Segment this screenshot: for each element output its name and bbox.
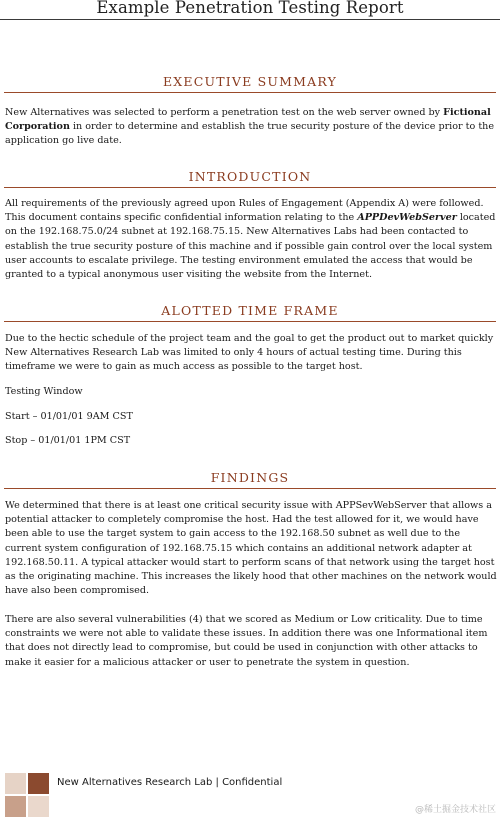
heading-introduction: INTRODUCTION [188, 169, 312, 184]
heading-divider [4, 321, 496, 322]
heading-executive-summary: EXECUTIVE SUMMARY [162, 74, 338, 89]
text-run: All requirements of the previously agreed upon Rules of Engagement (Appendix A) were followed. This document contains specific confidential information relating to the [5, 198, 484, 224]
footer-text: New Alternatives Research Lab | Confidential [57, 777, 283, 788]
findings-paragraph-1: We determined that there is at least one critical security issue with APPSevWebServer that allows a potential attacker to completely compromise the host. Had the test allowed for it, we would have been able to use the target system to gain access to the 192.168.50 subnet as well due to the current system configuration of 192.168.75.15 which contains an additional network adapter at 192.168.50.11. A typical attacker would start to perform scans of that network using the target host as the originating machine. This increases the likely hood that other machines on the network would have also been compromised. [5, 500, 497, 597]
company-name: Fictional Corporation [5, 107, 491, 133]
testing-window-label: Testing Window [5, 386, 83, 397]
server-name: APPDevWebServer [357, 212, 457, 224]
introduction-paragraph [5, 197, 497, 282]
executive-summary-paragraph [5, 106, 497, 149]
heading-divider [4, 187, 496, 188]
footer-block [28, 796, 49, 817]
watermark: @稀土掘金技术社区 [414, 805, 496, 815]
testing-window-stop: Stop – 01/01/01 1PM CST [5, 435, 131, 446]
footer-block [5, 773, 26, 794]
text-run: in order to determine and establish the true security posture of the device prior to the application go live date. [5, 121, 495, 147]
heading-findings: FINDINGS [210, 470, 290, 485]
heading-divider [4, 488, 496, 489]
testing-window-start: Start – 01/01/01 9AM CST [5, 411, 133, 422]
footer-block [5, 796, 26, 817]
text-run: located on the 192.168.75.0/24 subnet at 192.168.75.15. New Alternatives Labs had been contacted to establish the true security posture of this machine and if possible gain control over the local system user accounts to escalate privilege. The testing environment emulated the access that would be granted to a typical anonymous user visiting the website from the Internet. [5, 212, 496, 281]
heading-alotted-time-frame: ALOTTED TIME FRAME [161, 303, 339, 318]
findings-paragraph-2: There are also several vulnerabilities (4) that we scored as Medium or Low criticality. Due to time constraints we were not able to validate these issues. In addition there was one Informational item that does not directly lead to compromise, but could be used in conjunction with other attacks to make it easier for a malicious attacker or user to penetrate the system in question. [5, 614, 488, 668]
title-divider [0, 19, 500, 20]
heading-divider [4, 92, 496, 93]
page-title: Example Penetration Testing Report [96, 0, 404, 17]
footer-block [28, 773, 49, 794]
footer-logo-blocks [5, 773, 49, 817]
text-run: New Alternatives was selected to perform a penetration test on the web server owned by [5, 107, 444, 118]
time-frame-paragraph: Due to the hectic schedule of the project team and the goal to get the product out to market quickly New Alternatives Research Lab was limited to only 4 hours of actual testing time. During this timeframe we were to gain as much access as possible to the target host. [5, 333, 494, 373]
